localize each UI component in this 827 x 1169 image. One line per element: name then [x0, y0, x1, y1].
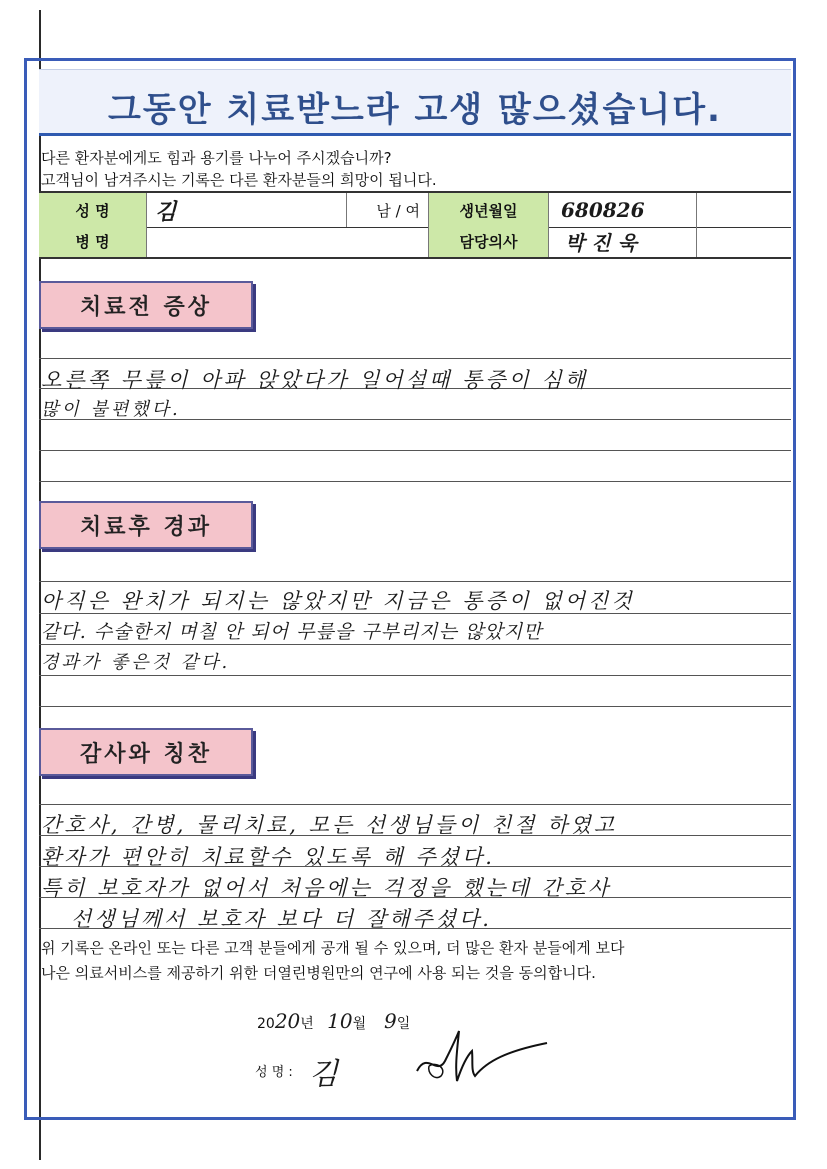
intro-line-2: 고객님이 남겨주시는 기록은 다른 환자분들의 희망이 됩니다. — [41, 171, 437, 189]
ruled-line — [39, 581, 791, 582]
ruled-line — [39, 644, 791, 645]
before-text-line-1: 오른쪽 무릎이 아파 앉았다가 일어설때 통증이 심해 — [41, 368, 589, 392]
thanks-text-line-1: 간호사, 간병, 물리치료, 모든 선생님들이 친절 하였고 — [41, 813, 618, 837]
form-title: 그동안 치료받느라 고생 많으셨습니다. — [108, 90, 722, 130]
info-row-name — [39, 191, 791, 228]
thanks-text-line-3: 특히 보호자가 없어서 처음에는 걱정을 했는데 간호사 — [41, 876, 612, 900]
section-header-before: 치료전 증상 — [39, 281, 253, 329]
before-text-line-2: 많이 불편했다. — [41, 399, 181, 420]
thanks-text-line-4: 선생님께서 보호자 보다 더 잘해주셨다. — [71, 907, 492, 931]
gender-selector[interactable] — [347, 193, 429, 227]
name-field[interactable] — [147, 193, 347, 227]
birth-label: 생년월일 — [429, 193, 549, 227]
doctor-field[interactable] — [549, 225, 697, 257]
intro-line-1: 다른 환자분에게도 힘과 용기를 나누어 주시겠습니까? — [41, 149, 392, 167]
handwritten-signature — [407, 1021, 557, 1091]
doctor-label: 담당의사 — [429, 225, 549, 257]
birth-field[interactable] — [549, 193, 697, 227]
ruled-line — [39, 450, 791, 451]
section-header-thanks: 감사와 칭찬 — [39, 728, 253, 776]
signature-name: 김 — [309, 1057, 338, 1092]
doctor-value: 박 진 욱 — [565, 230, 637, 255]
ruled-line — [39, 706, 791, 707]
consent-line-2: 나은 의료서비스를 제공하기 위한 더열린병원만의 연구에 사용 되는 것을 동의합니다. — [41, 964, 596, 982]
ruled-line — [39, 481, 791, 482]
name-label: 성 명 — [39, 193, 147, 227]
after-text-line-1: 아직은 완치가 되지는 않았지만 지금은 통증이 없어진것 — [41, 589, 635, 613]
disease-field[interactable] — [147, 225, 429, 257]
ruled-line — [39, 804, 791, 805]
consent-line-1: 위 기록은 온라인 또는 다른 고객 분들에게 공개 될 수 있으며, 더 많은 환자 분들에게 보다 — [41, 939, 625, 957]
testimonial-form — [24, 58, 796, 1120]
date-month-suffix: 월 — [352, 1016, 367, 1032]
after-text-line-2: 같다. 수술한지 며칠 안 되어 무릎을 구부리지는 않았지만 — [41, 621, 543, 643]
ruled-line — [39, 358, 791, 359]
date-month: 10 — [327, 1009, 353, 1033]
birth-value: 680826 — [561, 198, 645, 222]
info-row-disease — [39, 225, 791, 259]
signature-label: 성 명 : — [255, 1065, 293, 1080]
date-year: 20 — [274, 1009, 301, 1033]
date-prefix: 20 — [257, 1016, 275, 1032]
name-value: 김 — [155, 198, 177, 225]
thanks-text-line-2: 환자가 편안히 치료할수 있도록 해 주셨다. — [41, 845, 495, 869]
after-text-line-3: 경과가 좋은것 같다. — [41, 652, 231, 673]
blank-cell — [697, 193, 791, 227]
date-day-suffix: 일 — [396, 1016, 411, 1032]
disease-label: 병 명 — [39, 225, 147, 257]
title-bar — [39, 69, 791, 136]
date-day: 9 — [383, 1009, 397, 1033]
date-line — [257, 1009, 410, 1033]
gender-options: 남 / 여 — [376, 201, 420, 220]
ruled-line — [39, 675, 791, 676]
blank-cell — [697, 225, 791, 257]
date-year-suffix: 년 — [300, 1016, 314, 1032]
section-header-after: 치료후 경과 — [39, 501, 253, 549]
